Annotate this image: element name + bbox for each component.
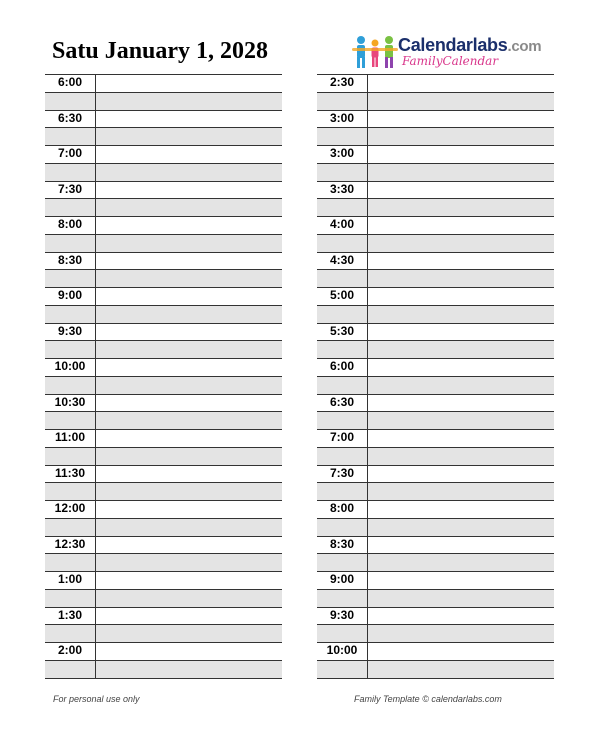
schedule-column-right [317,74,554,678]
half-slot-entry-line[interactable] [45,198,282,216]
time-label: 9:00 [57,288,83,302]
time-label: 7:30 [329,465,355,480]
time-column-divider [95,145,96,181]
half-slot-entry-line[interactable] [45,518,282,536]
time-label: 4:30 [329,252,355,267]
schedule-column-left [45,74,282,678]
time-slot [317,181,554,217]
time-column-divider [95,536,96,572]
time-label: 11:30 [54,465,86,480]
column-bottom-border [317,678,554,679]
half-slot-entry-line[interactable] [45,482,282,500]
time-label: 6:00 [329,359,355,373]
time-slot [45,74,282,110]
time-column-divider [367,287,368,323]
time-label: 5:30 [329,323,355,338]
time-label: 2:00 [57,643,83,657]
time-label: 7:30 [57,181,83,196]
time-slot [45,145,282,181]
half-slot-entry-line[interactable] [317,518,554,536]
time-label: 3:30 [329,181,355,196]
time-column-divider [95,216,96,252]
time-slot [317,642,554,678]
time-slot [45,110,282,146]
time-label: 8:00 [329,501,355,515]
column-bottom-border [45,678,282,679]
half-slot-entry-line[interactable] [317,482,554,500]
half-slot-entry-line[interactable] [45,624,282,642]
time-column-divider [367,394,368,430]
half-slot-entry-line[interactable] [45,589,282,607]
half-slot-entry-line[interactable] [317,305,554,323]
time-label: 10:30 [54,394,86,409]
time-slot [317,74,554,110]
time-slot [317,500,554,536]
time-column-divider [95,429,96,465]
half-slot-entry-line[interactable] [317,92,554,110]
time-label: 3:00 [329,110,355,125]
time-column-divider [367,252,368,288]
time-label: 8:00 [57,217,83,231]
time-slot [317,145,554,181]
time-column-divider [367,74,368,110]
half-slot-entry-line[interactable] [317,269,554,287]
time-label: 9:30 [329,607,355,622]
time-column-divider [367,358,368,394]
half-slot-entry-line[interactable] [317,553,554,571]
time-label: 5:00 [329,288,355,302]
time-slot [45,216,282,252]
time-label: 9:30 [57,323,83,338]
time-slot [317,429,554,465]
time-label: 2:30 [329,75,355,89]
time-slot [317,465,554,501]
time-slot [317,252,554,288]
time-slot [317,607,554,643]
time-slot [317,571,554,607]
time-slot [317,110,554,146]
time-column-divider [367,607,368,643]
time-column-divider [95,323,96,359]
half-slot-entry-line[interactable] [45,340,282,358]
time-slot [45,642,282,678]
footer-right-note: Family Template © calendarlabs.com [354,694,502,704]
half-slot-entry-line[interactable] [317,589,554,607]
time-slot [45,536,282,572]
time-slot [317,287,554,323]
time-slot [317,216,554,252]
half-slot-entry-line[interactable] [45,234,282,252]
time-label: 4:00 [329,217,355,231]
time-column-divider [367,642,368,678]
half-slot-entry-line[interactable] [45,660,282,678]
time-label: 8:30 [329,536,355,551]
time-column-divider [95,642,96,678]
time-column-divider [95,110,96,146]
time-label: 10:00 [54,359,86,373]
time-column-divider [95,252,96,288]
time-column-divider [95,465,96,501]
half-slot-entry-line[interactable] [45,305,282,323]
half-slot-entry-line[interactable] [317,376,554,394]
time-slot [45,465,282,501]
page-title: Satu January 1, 2028 [52,38,269,64]
time-label: 11:00 [54,430,86,444]
half-slot-entry-line[interactable] [45,92,282,110]
time-slot [317,323,554,359]
time-slot [317,394,554,430]
half-slot-entry-line[interactable] [317,163,554,181]
time-column-divider [95,571,96,607]
brand-name [398,35,541,56]
time-slot [45,571,282,607]
time-label: 7:00 [329,430,355,444]
time-column-divider [367,323,368,359]
time-slot [45,252,282,288]
time-column-divider [95,74,96,110]
time-slot [317,536,554,572]
time-label: 6:00 [57,75,83,89]
time-column-divider [367,536,368,572]
half-slot-entry-line[interactable] [317,447,554,465]
half-slot-entry-line[interactable] [45,447,282,465]
brand-main: Calendarlabs [398,35,508,55]
time-label: 12:30 [54,536,86,551]
time-slot [45,500,282,536]
time-label: 6:30 [329,394,355,409]
half-slot-entry-line[interactable] [45,269,282,287]
time-column-divider [367,429,368,465]
half-slot-entry-line[interactable] [317,198,554,216]
brand-tagline: FamilyCalendar [402,54,499,68]
time-column-divider [95,287,96,323]
half-slot-entry-line[interactable] [317,127,554,145]
half-slot-entry-line[interactable] [45,553,282,571]
time-label: 12:00 [54,501,86,515]
half-slot-entry-line[interactable] [317,411,554,429]
time-label: 8:30 [57,252,83,267]
half-slot-entry-line[interactable] [45,163,282,181]
time-slot [45,607,282,643]
time-slot [45,323,282,359]
time-column-divider [367,181,368,217]
calendarlabs-logo [352,34,552,74]
half-slot-entry-line[interactable] [45,376,282,394]
time-label: 9:00 [329,572,355,586]
time-column-divider [95,607,96,643]
time-column-divider [95,394,96,430]
time-slot [45,394,282,430]
time-column-divider [367,145,368,181]
time-column-divider [95,358,96,394]
time-slot [45,358,282,394]
half-slot-entry-line[interactable] [317,660,554,678]
half-slot-entry-line[interactable] [317,340,554,358]
time-label: 7:00 [57,146,83,160]
time-column-divider [95,500,96,536]
time-column-divider [95,181,96,217]
time-label: 1:00 [57,572,83,586]
time-column-divider [367,500,368,536]
time-column-divider [367,110,368,146]
time-label: 1:30 [57,607,83,622]
time-column-divider [367,465,368,501]
time-slot [45,429,282,465]
family-people-icon [352,34,398,70]
time-label: 3:00 [329,146,355,160]
time-label: 10:00 [326,643,358,657]
brand-suffix: .com [507,38,542,55]
time-label: 6:30 [57,110,83,125]
half-slot-entry-line[interactable] [45,411,282,429]
half-slot-entry-line[interactable] [317,624,554,642]
time-slot [45,181,282,217]
time-column-divider [367,571,368,607]
half-slot-entry-line[interactable] [317,234,554,252]
footer-left-note: For personal use only [53,694,140,704]
time-slot [45,287,282,323]
time-column-divider [367,216,368,252]
half-slot-entry-line[interactable] [45,127,282,145]
time-slot [317,358,554,394]
